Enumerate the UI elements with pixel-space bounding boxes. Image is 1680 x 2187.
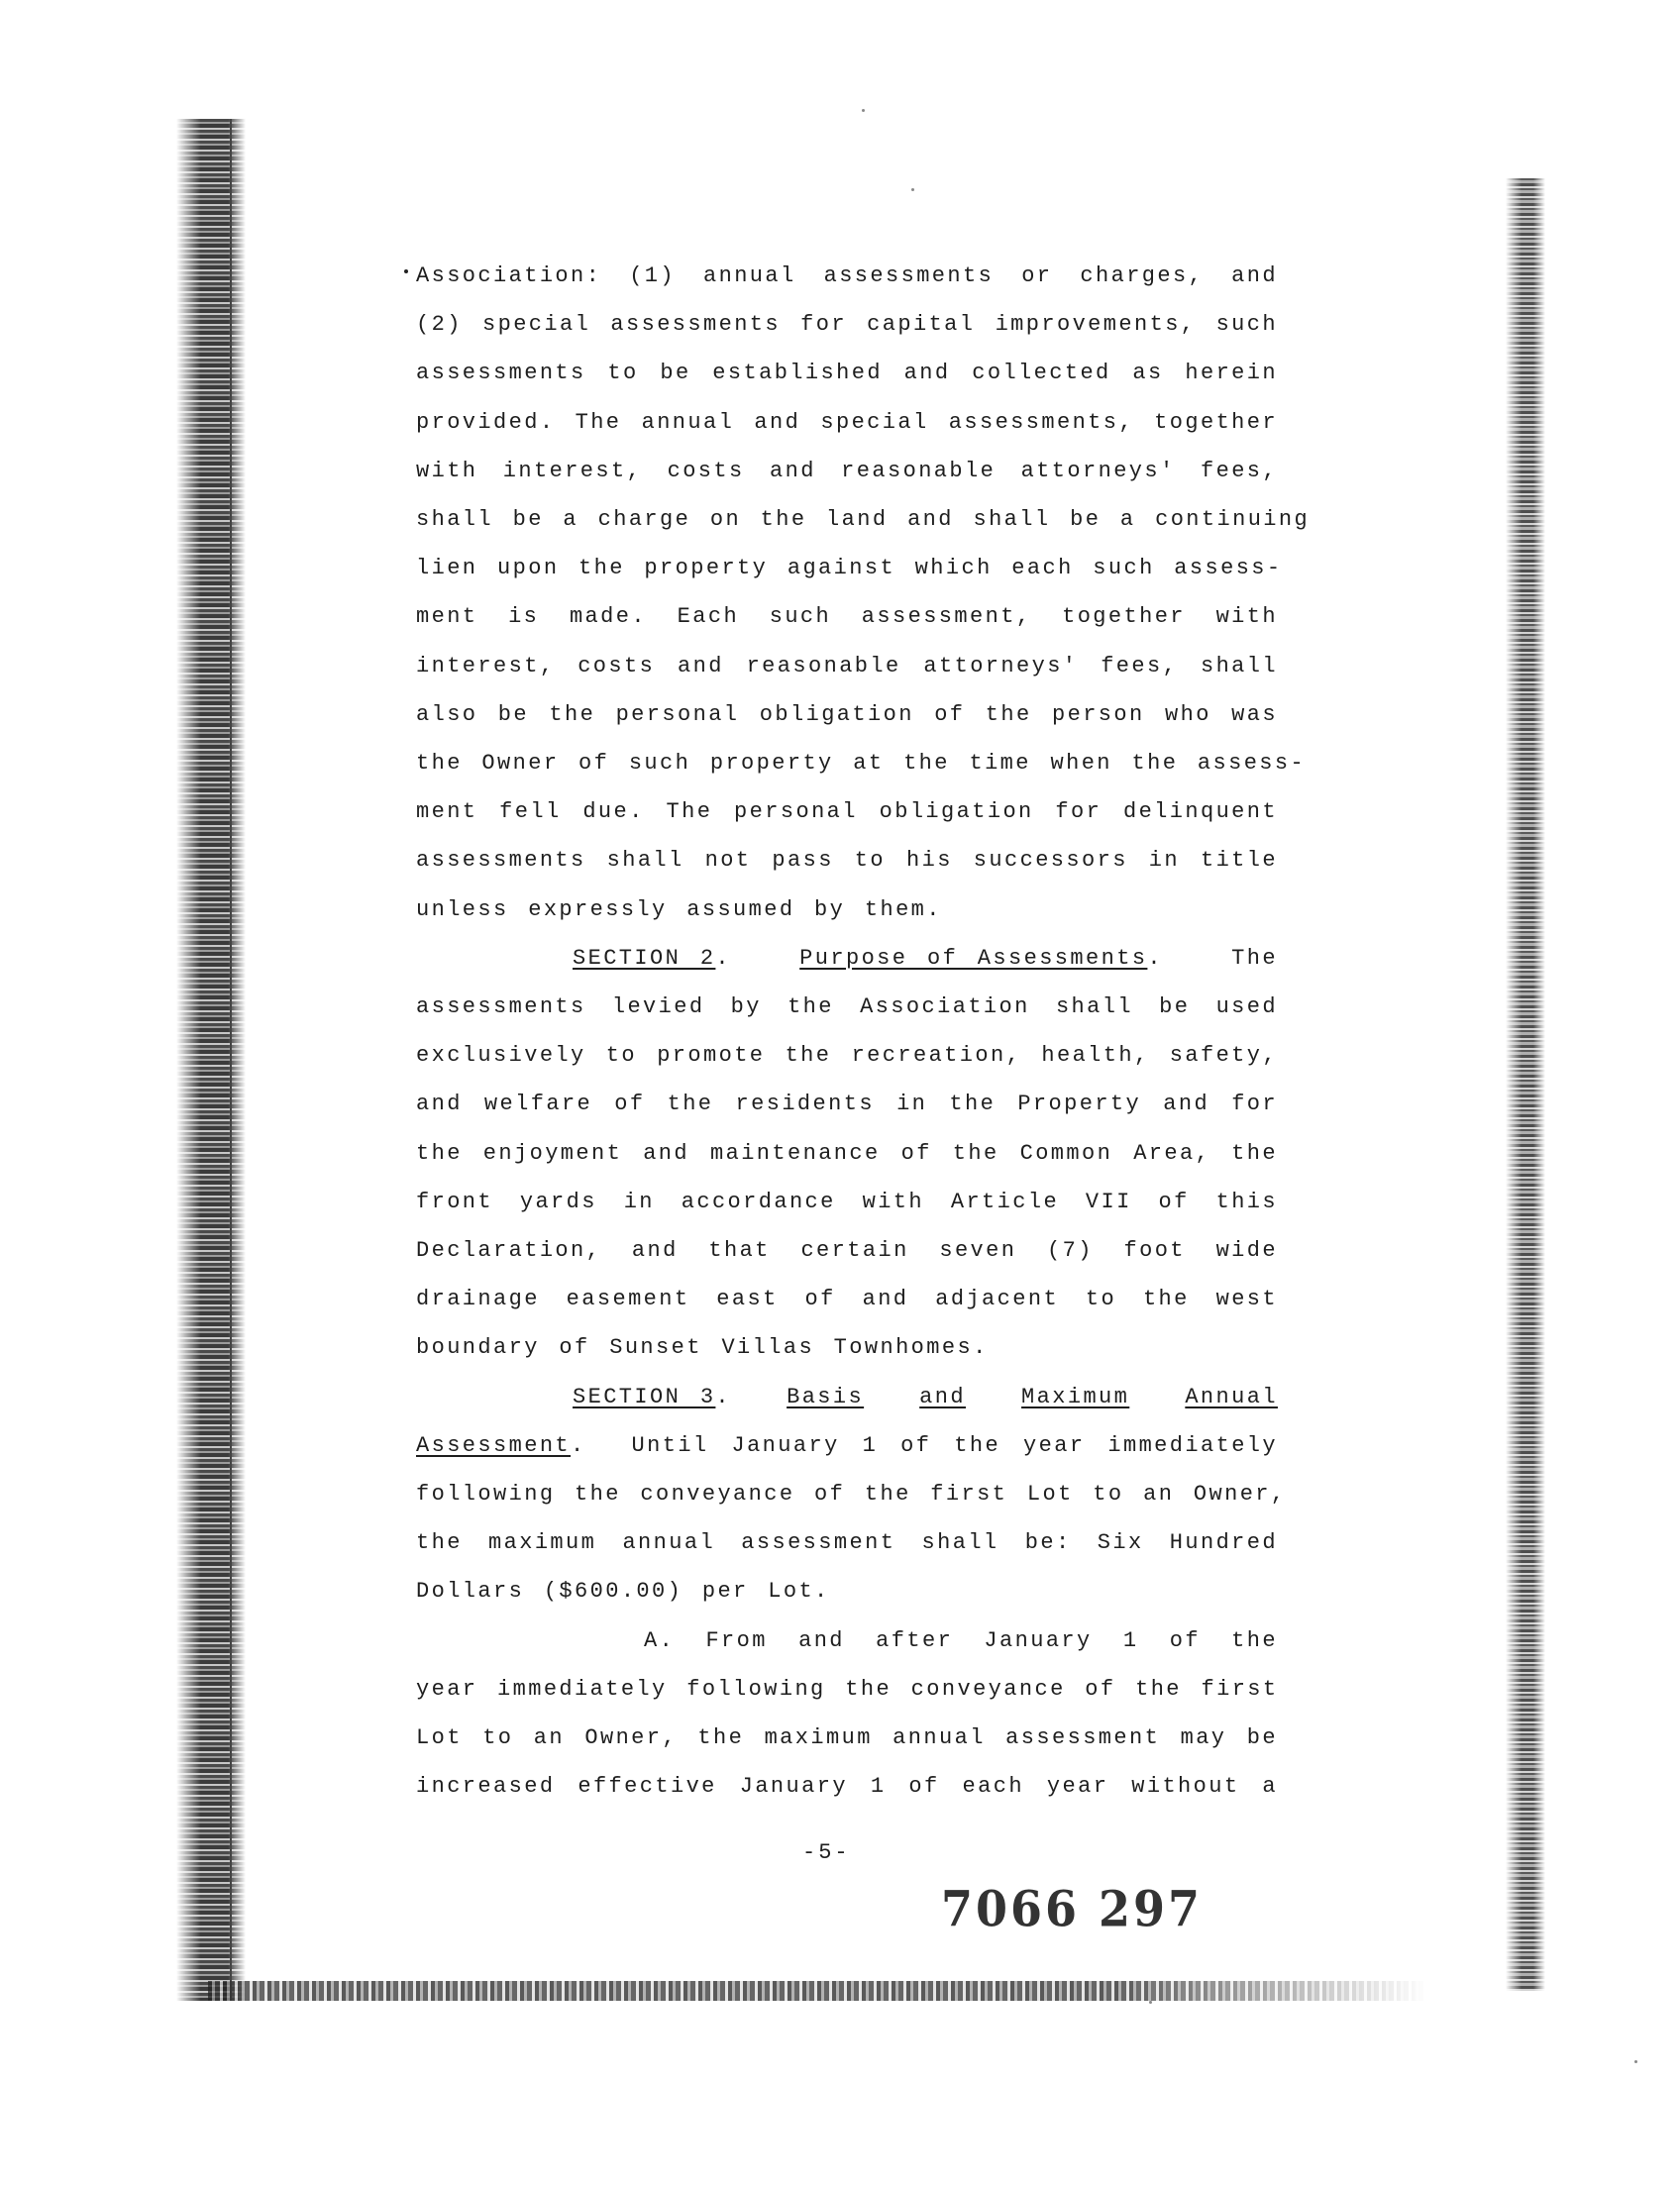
section-2-line: assessments levied by the Association shall be used [416,994,1278,1020]
subsection-a-line: increased effective January 1 of each year without a [416,1774,1278,1800]
scan-speck [862,109,865,112]
scan-speck [911,188,914,191]
section-2-line: drainage easement east of and adjacent to the west [416,1287,1278,1312]
section-3-title-word: Maximum [1021,1384,1130,1409]
section-2-title: Purpose of Assessments [799,945,1148,971]
body-line: shall be a charge on the land and shall be a continuing [416,507,1311,533]
section-2-label: SECTION 2 [573,945,716,971]
body-line: the Owner of such property at the time when the assess- [416,751,1307,777]
section-2-line: exclusively to promote the recreation, health, safety, [416,1043,1278,1069]
section-2-lead: The [1231,945,1278,971]
body-line: ment fell due. The personal obligation for delinquent [416,799,1278,825]
scan-speck [1149,2001,1152,2004]
scan-edge-right [1506,178,1545,1991]
section-3-title-word: Basis [787,1384,865,1409]
section-3-label: SECTION 3 [573,1384,716,1409]
subsection-a-line: year immediately following the conveyance of the first [416,1676,1279,1702]
body-line: provided. The annual and special assessments, together [416,409,1278,435]
section-3-title-word: and [919,1384,966,1409]
section-2-heading: SECTION 2. Purpose of Assessments. The [416,934,1278,983]
body-line: assessments to be established and collected as herein [416,361,1278,386]
subsection-a-line: A. From and after January 1 of the [644,1627,1278,1653]
body-line: interest, costs and reasonable attorneys' fees, shall [416,653,1278,678]
section-3-line: Assessment. Until January 1 of the year immediately [416,1432,1279,1458]
section-3-line: following the conveyance of the first Lot to an Owner, [416,1482,1287,1508]
body-line: ment is made. Each such assessment, together with [416,604,1278,630]
section-3-title-word: Annual [1185,1384,1278,1409]
book-page-stamp: 7066 297 [941,1879,1204,1938]
margin-mark [404,269,408,273]
document-body [416,252,1311,1812]
body-line: assessments shall not pass to his successors in title [416,848,1278,874]
body-line: lien upon the property against which each such assess- [416,556,1283,581]
body-line: unless expressly assumed by them. [416,896,942,922]
scan-edge-left-line [230,119,232,2001]
section-2-line: and welfare of the residents in the Property and for [416,1092,1278,1117]
subsection-a-line: Lot to an Owner, the maximum annual assessment may be [416,1725,1278,1751]
body-line: (2) special assessments for capital improvements, such [416,312,1278,338]
section-2-line: Declaration, and that certain seven (7) foot wide [416,1238,1278,1264]
body-line: also be the personal obligation of the person who was [416,701,1278,727]
page-number: -5- [802,1840,851,1865]
section-2-line: boundary of Sunset Villas Townhomes. [416,1335,989,1361]
section-3-rest: Until January 1 of the year immediately [631,1432,1279,1458]
section-3-line: Dollars ($600.00) per Lot. [416,1579,830,1605]
section-3-line: the maximum annual assessment shall be: Six Hundred [416,1530,1278,1556]
section-3-title-end: Assessment [416,1432,572,1458]
section-2-line: front yards in accordance with Article VII of this [416,1189,1278,1214]
section-2-line: the enjoyment and maintenance of the Common Area, the [416,1140,1278,1166]
section-3-heading: SECTION 3. Basis and Maximum Annual [416,1373,1278,1421]
body-line: with interest, costs and reasonable attorneys' fees, [416,458,1278,483]
scan-edge-bottom [208,1981,1426,2001]
scan-edge-left [176,119,246,2001]
body-line: Association: (1) annual assessments or charges, and [416,263,1278,288]
scan-speck [1634,2060,1637,2063]
